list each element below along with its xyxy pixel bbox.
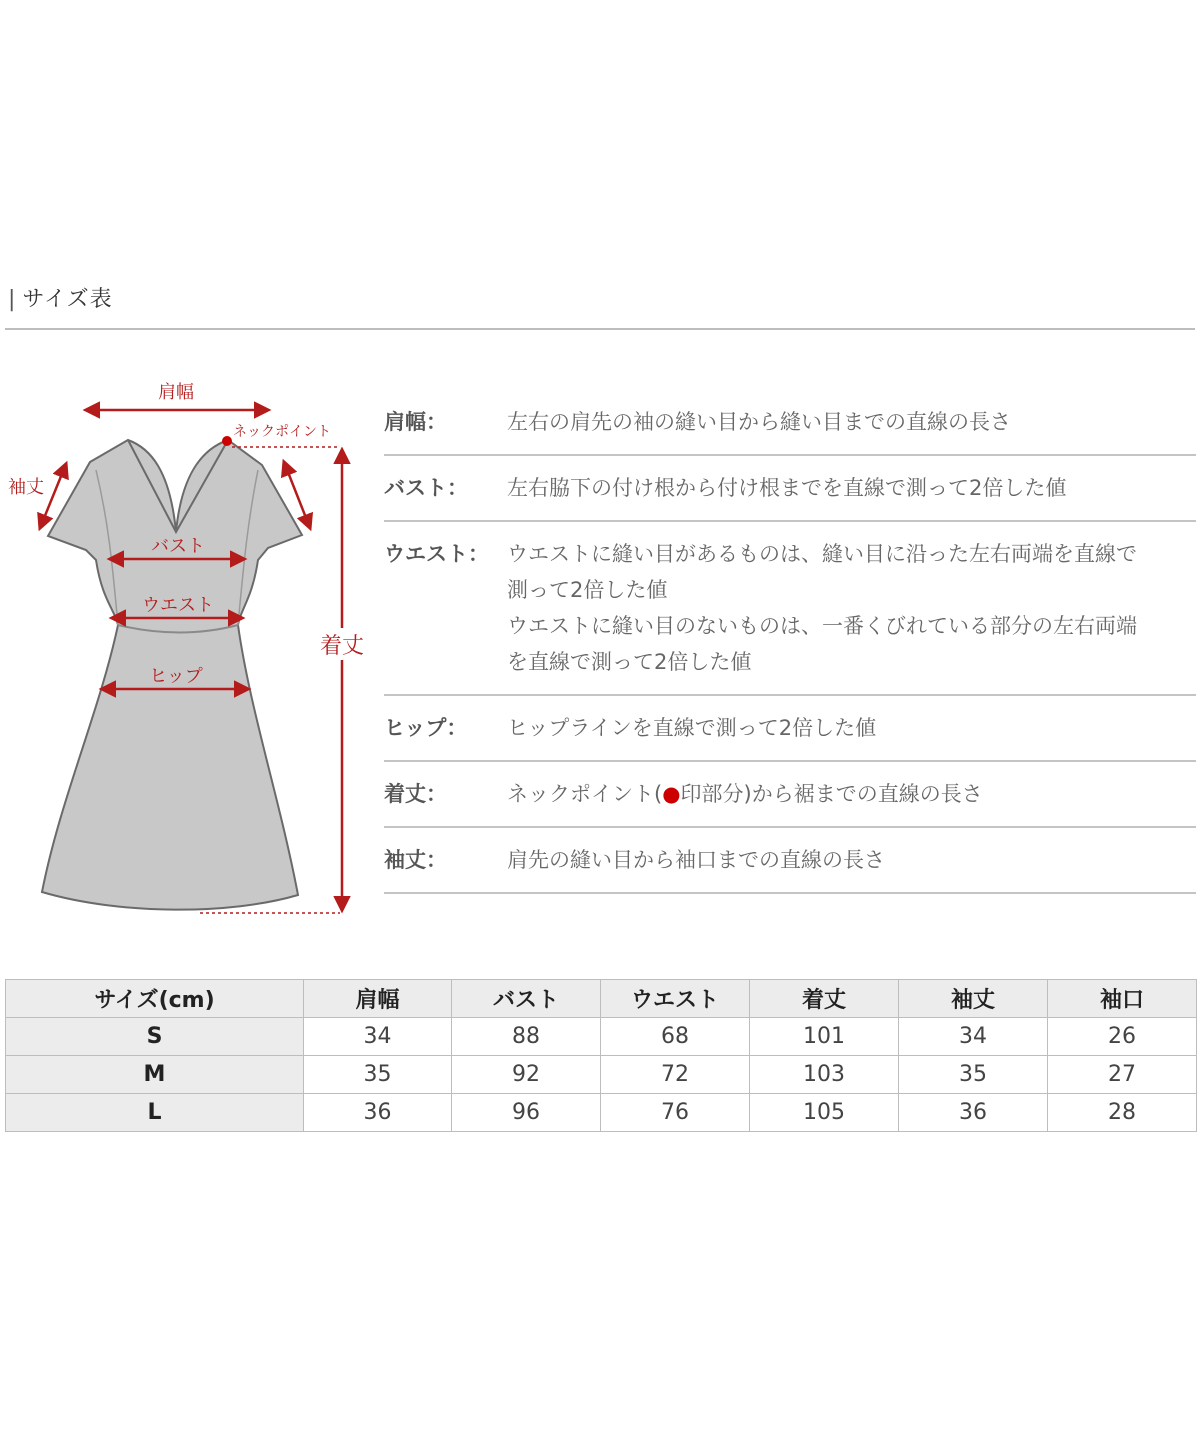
label-sleeve: 袖丈 [8,477,44,498]
header-size: サイズ(cm) [6,980,304,1018]
title-text: サイズ表 [22,287,113,312]
table-cell: 76 [601,1094,750,1132]
header-shoulder: 肩幅 [304,980,452,1018]
def-term: バスト： [384,476,468,500]
table-cell: 36 [899,1094,1048,1132]
size-label: L [6,1094,304,1132]
def-term: 着丈： [384,782,447,806]
table-cell: 72 [601,1056,750,1094]
table-cell: 36 [304,1094,452,1132]
header-sleeve: 袖丈 [899,980,1048,1018]
table-cell: 101 [750,1018,899,1056]
table-cell: 26 [1048,1018,1197,1056]
table-cell: 103 [750,1056,899,1094]
header-length: 着丈 [750,980,899,1018]
table-cell: 34 [899,1018,1048,1056]
def-desc: 肩先の縫い目から袖口までの直線の長さ [507,848,885,872]
header-waist: ウエスト [601,980,750,1018]
table-cell: 96 [452,1094,601,1132]
def-row-sleeve [384,828,1196,894]
def-desc: ウエストに縫い目があるものは、縫い目に沿った左右両端を直線で 測って2倍した値 ウエストに縫い目のないものは、一番くびれている部分の左右両端 を直線で測って2倍した値 [507,542,1137,674]
size-label: M [6,1056,304,1094]
label-waist: ウエスト [142,595,214,616]
table-cell: 105 [750,1094,899,1132]
def-desc: 左右脇下の付け根から付け根までを直線で測って2倍した値 [507,476,1067,500]
def-row-waist [384,522,1196,696]
table-cell: 35 [899,1056,1048,1094]
section-title [8,282,113,313]
def-term: ヒップ： [384,716,468,740]
red-dot-icon: ● [662,782,681,806]
table-cell: 34 [304,1018,452,1056]
table-cell: 68 [601,1018,750,1056]
def-term: 肩幅： [384,410,447,434]
header-cuff: 袖口 [1048,980,1197,1018]
def-row-shoulder [384,390,1196,456]
dress-illustration [0,370,380,930]
def-row-hip [384,696,1196,762]
def-row-length [384,762,1196,828]
table-cell: 92 [452,1056,601,1094]
measurement-definitions [384,390,1196,894]
table-row [6,1056,1197,1094]
table-cell: 27 [1048,1056,1197,1094]
def-row-bust [384,456,1196,522]
def-desc: ヒップラインを直線で測って2倍した値 [507,716,877,740]
def-desc: ネックポイント(●印部分)から裾までの直線の長さ [507,782,983,806]
dress-diagram [0,370,380,930]
size-table [5,979,1197,1132]
def-term: ウエスト： [384,542,489,566]
title-bar: | [8,287,17,312]
table-row [6,1094,1197,1132]
label-bust: バスト [151,536,205,557]
def-term: 袖丈： [384,848,447,872]
size-label: S [6,1018,304,1056]
table-header-row [6,980,1197,1018]
table-cell: 28 [1048,1094,1197,1132]
table-row [6,1018,1197,1056]
table-cell: 35 [304,1056,452,1094]
label-neck-point: ネックポイント [233,424,331,440]
header-bust: バスト [452,980,601,1018]
neck-point-dot [222,436,232,446]
label-hip: ヒップ [149,666,203,687]
table-cell: 88 [452,1018,601,1056]
def-desc: 左右の肩先の袖の縫い目から縫い目までの直線の長さ [507,410,1011,434]
label-shoulder: 肩幅 [158,382,194,403]
label-length: 着丈 [319,634,365,659]
title-divider [5,328,1195,330]
